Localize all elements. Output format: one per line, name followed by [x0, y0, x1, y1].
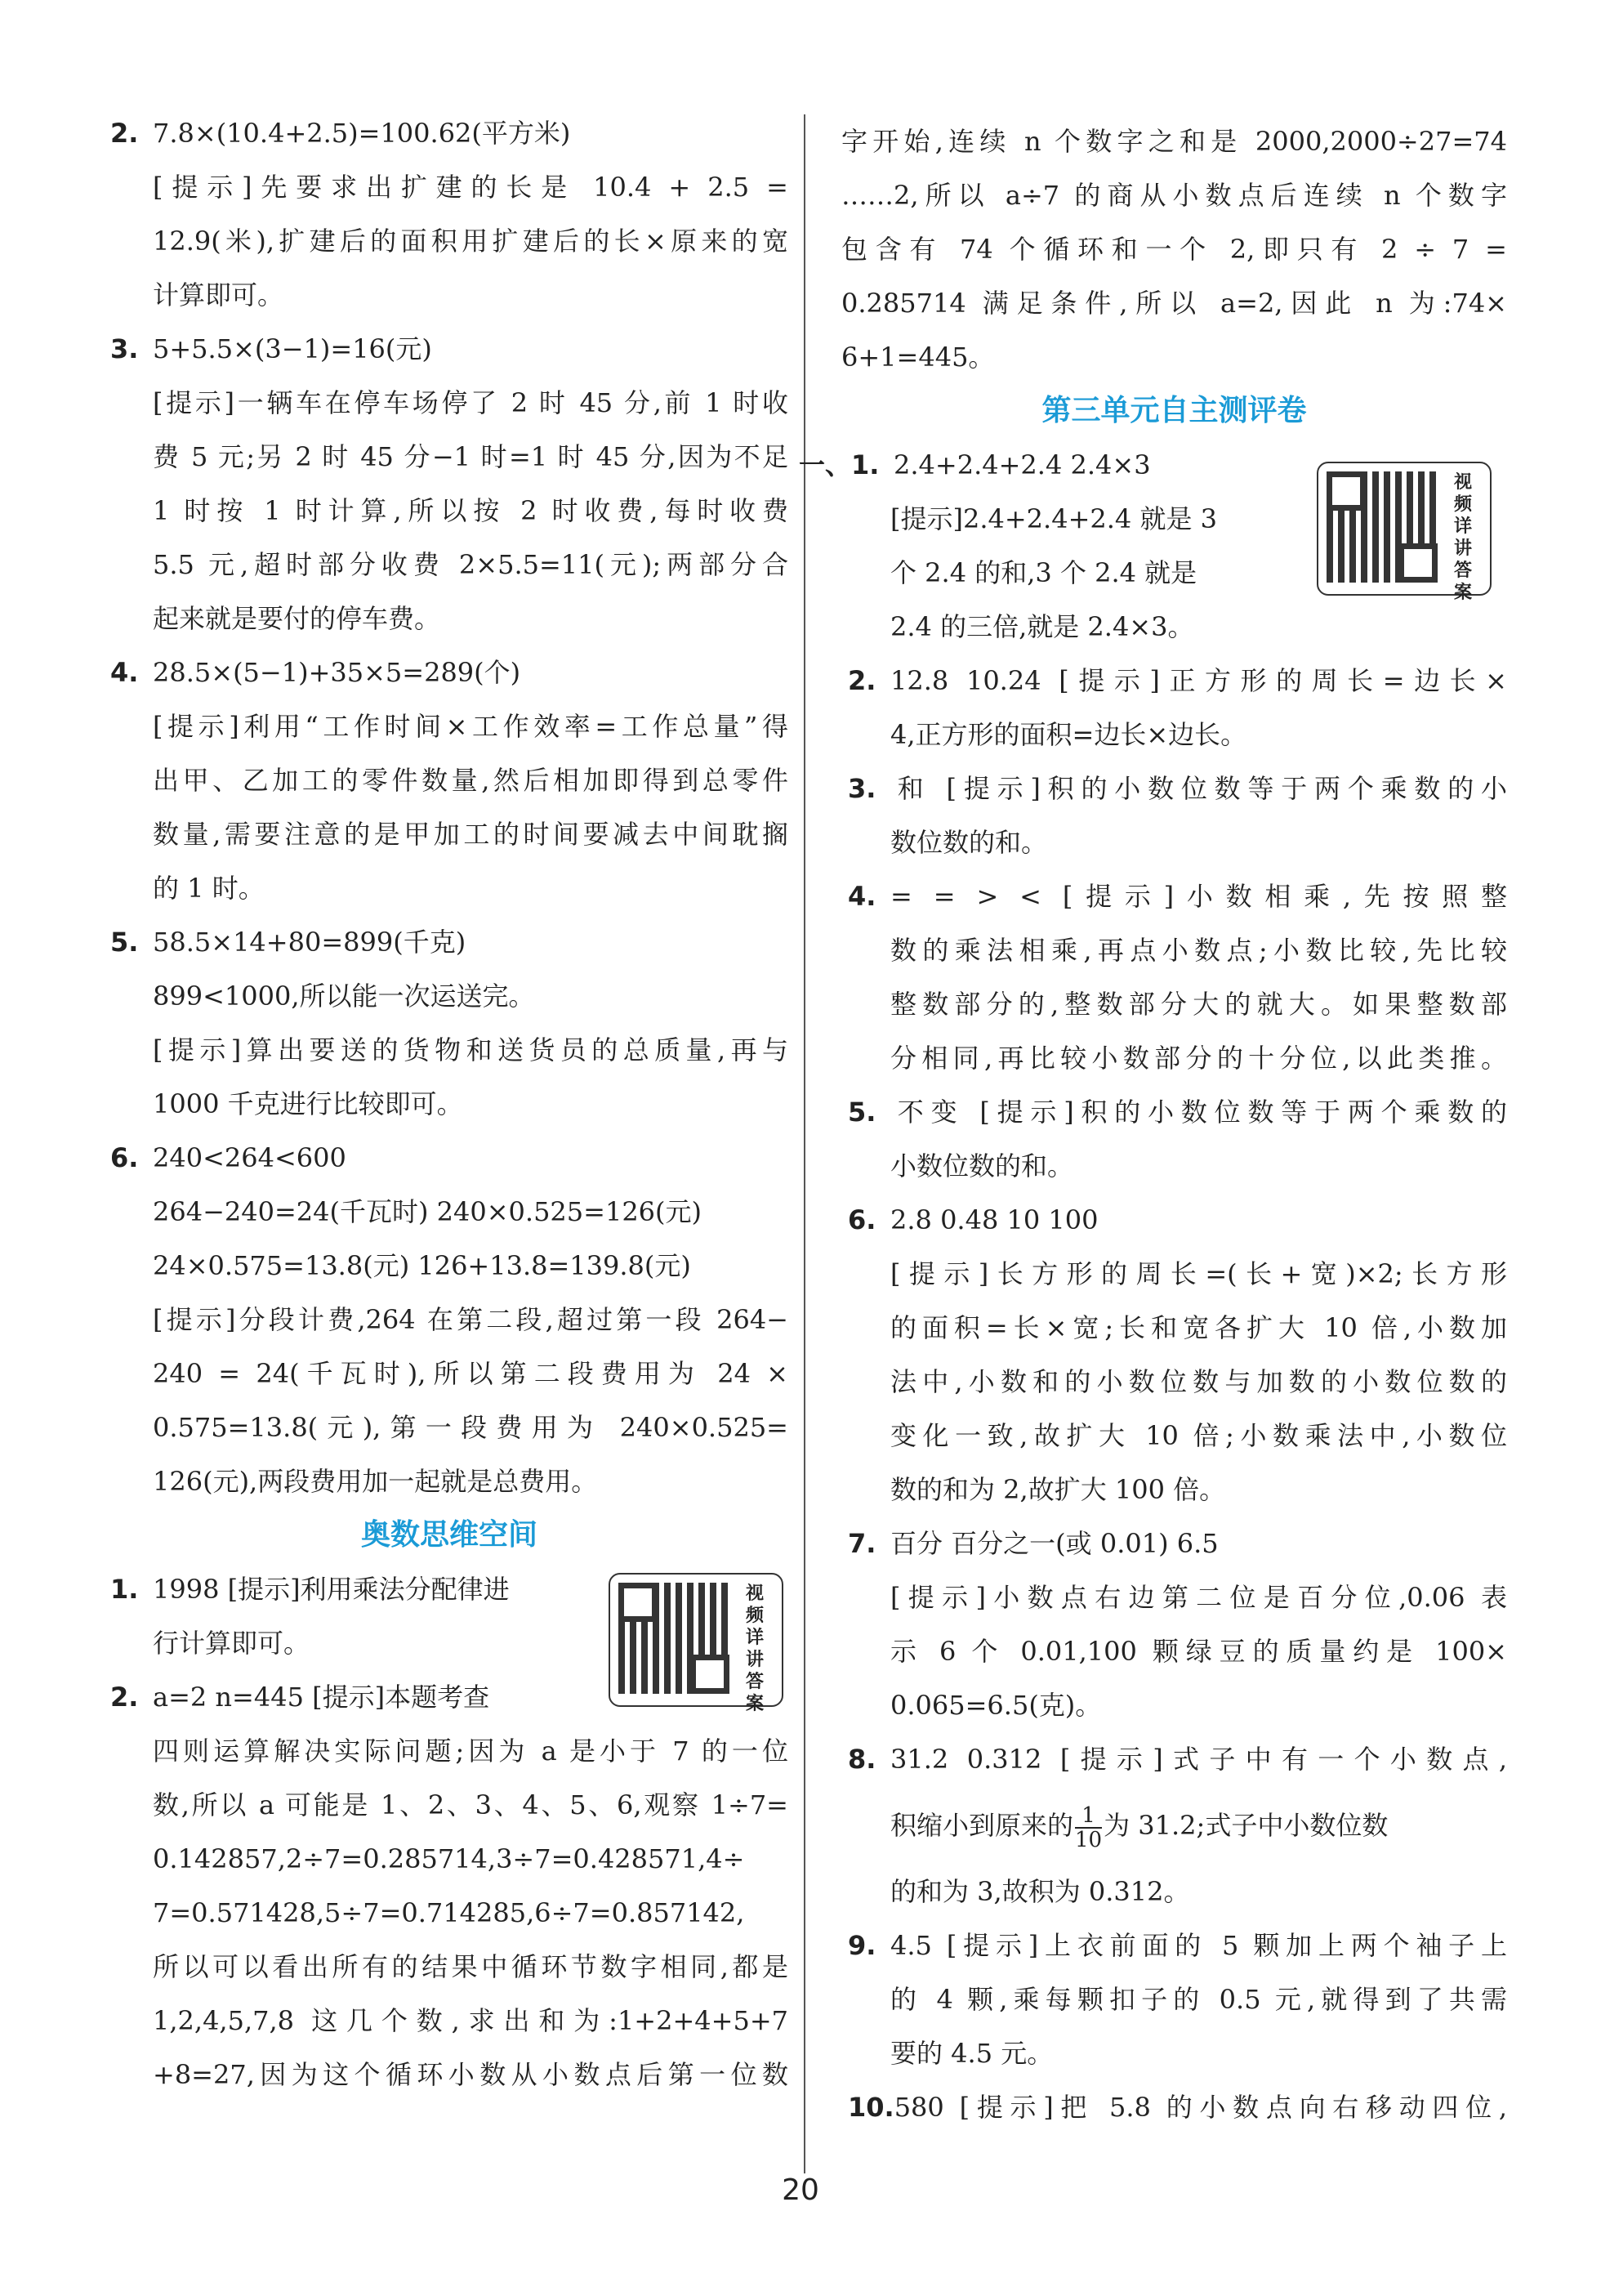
question-number: 5.: [110, 927, 139, 958]
answer-line: [841, 276, 1507, 330]
answer-text: 264−240=24(千瓦时) 240×0.525=126(元): [153, 1196, 702, 1227]
answer-line: [110, 861, 788, 915]
answer-line: [110, 484, 788, 538]
answer-text: 899<1000,所以能一次运送完。: [153, 980, 535, 1012]
answer-line: [841, 1139, 1507, 1193]
answer-line: [841, 1085, 1507, 1139]
answer-text: 的面积=长×宽;长和宽各扩大 10 倍,小数加: [890, 1312, 1507, 1343]
answer-text: 7=0.571428,5÷7=0.714285,6÷7=0.857142,: [153, 1897, 745, 1928]
section-heading: 第三单元自主测评卷: [1041, 394, 1307, 427]
answer-line: [841, 1301, 1507, 1355]
answer-text: 7.8×(10.4+2.5)=100.62(平方米): [153, 118, 571, 149]
answer-line: [110, 268, 788, 322]
answer-text: 0.575=13.8(元),第一段费用为 240×0.525=: [153, 1412, 788, 1443]
answer-line: [841, 1517, 1507, 1570]
answer-text: 28.5×(5−1)+35×5=289(个): [153, 657, 521, 688]
section-number: 一、: [799, 449, 852, 480]
answer-line: [110, 1239, 788, 1293]
answer-line: [110, 1293, 788, 1347]
question-number: 6.: [110, 1142, 139, 1173]
answer-text: [提示]先要求出扩建的长是 10.4 + 2.5 =: [153, 172, 788, 203]
answer-line: [841, 1409, 1507, 1463]
answer-line: [841, 546, 1348, 600]
answer-line: [110, 592, 788, 645]
answer-line: [110, 538, 788, 592]
answer-line: [841, 1463, 1507, 1517]
answer-line: [841, 1355, 1507, 1409]
answer-text: 数位数的和。: [890, 827, 1048, 858]
answer-text: +8=27,因为这个循环小数从小数点后第一位数: [153, 2059, 788, 2090]
answer-line: [841, 1031, 1507, 1085]
answer-line: [841, 114, 1507, 168]
question-number: 5.: [848, 1097, 876, 1128]
answer-line: [110, 376, 788, 430]
question-number: 6.: [848, 1204, 876, 1235]
answer-text: 的和为 3,故积为 0.312。: [890, 1876, 1190, 1907]
answer-line: [110, 1185, 788, 1239]
answer-line: [110, 645, 788, 699]
answer-text: 为 31.2;式子中小数位数: [1104, 1810, 1389, 1841]
question-number: 2.: [110, 1682, 139, 1713]
answer-line: [841, 330, 1507, 384]
answer-text: 2.4 的三倍,就是 2.4×3。: [890, 611, 1194, 642]
page-number: 20: [782, 2173, 819, 2207]
answer-line: [110, 915, 788, 969]
question-number: 2.: [848, 665, 876, 696]
answer-text: 240 = 24(千瓦时),所以第二段费用为 24 ×: [153, 1358, 788, 1389]
answer-line: [110, 1724, 788, 1778]
answer-text: 百分 百分之一(或 0.01) 6.5: [890, 1528, 1219, 1559]
answer-text: 要的 4.5 元。: [890, 2038, 1054, 2069]
answer-line: [110, 969, 788, 1023]
answer-text: 变化一致,故扩大 10 倍;小数乘法中,小数位: [890, 1420, 1507, 1451]
answer-text: 2.4+2.4+2.4 2.4×3: [894, 449, 1151, 480]
answer-text: 字开始,连续 n 个数字之和是 2000,2000÷27=74: [841, 126, 1507, 157]
answer-text: 个 2.4 的和,3 个 2.4 就是: [890, 557, 1197, 588]
answer-line: [841, 1193, 1507, 1247]
answer-line: [841, 977, 1507, 1031]
left-column: [110, 106, 788, 2102]
answer-line: [110, 1562, 600, 1616]
answer-line: [841, 492, 1348, 546]
answer-line: [110, 807, 788, 861]
answer-text: 12.8 10.24 [提示]正方形的周长=边长×: [890, 665, 1507, 696]
answer-line: [110, 430, 788, 484]
answer-text: [提示]利用“工作时间×工作效率=工作总量”得: [153, 711, 788, 742]
answer-line: [841, 923, 1507, 977]
answer-line: [841, 1732, 1507, 1786]
answer-text: 不变 [提示]积的小数位数等于两个乘数的: [890, 1097, 1507, 1128]
answer-text: 积缩小到原来的: [890, 1810, 1074, 1841]
answer-line: [110, 1994, 788, 2048]
answer-text: ……2,所以 a÷7 的商从小数点后连续 n 个数字: [841, 180, 1507, 211]
answer-line: [110, 1616, 463, 1670]
answer-text: 4,正方形的面积=边长×边长。: [890, 719, 1247, 750]
answer-text: 法中,小数和的小数位数与加数的小数位数的: [890, 1366, 1507, 1397]
answer-line: [841, 1678, 1507, 1732]
answer-line: [841, 1972, 1507, 2026]
answer-text: 240<264<600: [153, 1142, 346, 1173]
answer-text: 分相同,再比较小数部分的十分位,以此类推。: [890, 1043, 1507, 1074]
answer-line: [841, 762, 1507, 815]
answer-line: [110, 1832, 788, 1886]
answer-line: [110, 1886, 788, 1940]
answer-text: [提示]算出要送的货物和送货员的总质量,再与: [153, 1034, 788, 1065]
answer-line: [841, 2026, 1507, 2080]
answer-text: 5+5.5×(3−1)=16(元): [153, 333, 432, 364]
qr-label: 视频详讲答案: [746, 1584, 765, 1714]
answer-text: 580 [提示]把 5.8 的小数点向右移动四位,: [894, 2092, 1507, 2123]
question-number: 10.: [848, 2092, 894, 2123]
question-number: 1.: [851, 449, 880, 480]
answer-line: [110, 214, 788, 268]
answer-text: [提示]一辆车在停车场停了 2 时 45 分,前 1 时收: [153, 387, 788, 418]
answer-text: 起来就是要付的停车费。: [153, 603, 441, 634]
answer-line: [841, 1624, 1507, 1678]
answer-text: 四则运算解决实际问题;因为 a 是小于 7 的一位: [153, 1735, 788, 1767]
question-number: 7.: [848, 1528, 876, 1559]
answer-line: [110, 1940, 788, 1994]
question-number: 9.: [848, 1930, 876, 1961]
answer-text: [提示]分段计费,264 在第二段,超过第一段 264−: [153, 1304, 788, 1335]
answer-line: [841, 1865, 1507, 1919]
answer-text: 126(元),两段费用加一起就是总费用。: [153, 1466, 598, 1497]
answer-text: 6+1=445。: [841, 342, 995, 373]
qr-label: 视频详讲答案: [1454, 472, 1473, 603]
answer-text: 的 1 时。: [153, 873, 265, 904]
answer-line: [110, 1454, 788, 1508]
qr-code-icon: [618, 1583, 729, 1694]
answer-line: [841, 654, 1507, 708]
answer-line: [110, 1670, 600, 1724]
answer-text: 数的和为 2,故扩大 100 倍。: [890, 1474, 1226, 1505]
answer-text: 出甲、乙加工的零件数量,然后相加即得到总零件: [153, 765, 788, 796]
answer-line: [110, 1778, 788, 1832]
answer-line: [841, 815, 1507, 869]
answer-line: [110, 1077, 788, 1131]
answer-text: 1998 [提示]利用乘法分配律进: [153, 1574, 510, 1605]
answer-text: 数的乘法相乘,再点小数点;小数比较,先比较: [890, 935, 1507, 966]
answer-text: 示 6 个 0.01,100 颗绿豆的质量约是 100×: [890, 1636, 1507, 1667]
answer-text: 0.285714 满足条件,所以 a=2,因此 n 为:74×: [841, 288, 1507, 319]
answer-line: [841, 2080, 1507, 2134]
answer-line: [110, 106, 788, 160]
answer-line: [110, 160, 788, 214]
answer-text: 1 时按 1 时计算,所以按 2 时收费,每时收费: [153, 495, 788, 526]
answer-line: [841, 708, 1507, 762]
answer-text: 24×0.575=13.8(元) 126+13.8=139.8(元): [153, 1250, 691, 1281]
answer-line: [841, 1570, 1507, 1624]
answer-line: [110, 1400, 788, 1454]
section-heading: 奥数思维空间: [360, 1518, 537, 1552]
answer-text: 的 4 颗,乘每颗扣子的 0.5 元,就得到了共需: [890, 1984, 1507, 2015]
question-number: 2.: [110, 118, 139, 149]
answer-text: 4.5 [提示]上衣前面的 5 颗加上两个袖子上: [890, 1930, 1507, 1961]
question-number: 8.: [848, 1744, 876, 1775]
fraction: $\frac{1}{10}$: [1075, 1802, 1103, 1852]
answer-text: 0.142857,2÷7=0.285714,3÷7=0.428571,4÷: [153, 1843, 745, 1874]
question-number: 3.: [110, 333, 139, 364]
answer-text: 5.5 元,超时部分收费 2×5.5=11(元);两部分合: [153, 549, 788, 580]
answer-text: 1000 千克进行比较即可。: [153, 1088, 463, 1119]
question-number: 4.: [848, 881, 876, 912]
answer-text: 费 5 元;另 2 时 45 分−1 时=1 时 45 分,因为不足: [153, 441, 788, 472]
answer-text: 31.2 0.312 [提示]式子中有一个小数点,: [890, 1744, 1507, 1775]
qr-code-icon: [1327, 471, 1438, 583]
answer-line: [110, 699, 788, 753]
question-number: 3.: [848, 773, 876, 804]
answer-text: 0.065=6.5(克)。: [890, 1690, 1102, 1721]
answer-text: [提示]长方形的周长=(长+宽)×2;长方形: [890, 1258, 1507, 1289]
answer-text: 整数部分的,整数部分大的就大。如果整数部: [890, 989, 1507, 1020]
column-divider: [804, 114, 805, 2173]
answer-line: [110, 1347, 788, 1400]
answer-text: 小数位数的和。: [890, 1150, 1074, 1182]
answer-line: [841, 1786, 1507, 1865]
answer-text: a=2 n=445 [提示]本题考查: [153, 1682, 490, 1713]
answer-line: [110, 1131, 788, 1185]
answer-text: [提示]2.4+2.4+2.4 就是 3: [890, 503, 1217, 534]
answer-line: [110, 753, 788, 807]
question-number: 1.: [110, 1574, 139, 1605]
answer-line: [841, 222, 1507, 276]
question-number: 4.: [110, 657, 139, 688]
answer-line: [841, 869, 1507, 923]
qr-code-olympiad[interactable]: [609, 1573, 783, 1714]
answer-text: [提示]小数点右边第二位是百分位,0.06 表: [890, 1582, 1507, 1613]
answer-line: [110, 1023, 788, 1077]
answer-text: 行计算即可。: [153, 1628, 310, 1659]
answer-line: [110, 322, 788, 376]
answer-text: 58.5×14+80=899(千克): [153, 927, 466, 958]
answer-text: 和 [提示]积的小数位数等于两个乘数的小: [890, 773, 1507, 804]
answer-text: 2.8 0.48 10 100: [890, 1204, 1099, 1235]
qr-code-unit3[interactable]: [1317, 462, 1492, 603]
answer-text: 1,2,4,5,7,8 这几个数,求出和为:1+2+4+5+7: [153, 2005, 788, 2036]
answer-text: 计算即可。: [153, 279, 284, 310]
answer-text: 12.9(米),扩建后的面积用扩建后的长×原来的宽: [153, 226, 788, 257]
answer-text: 所以可以看出所有的结果中循环节数字相同,都是: [153, 1951, 788, 1982]
answer-line: [841, 1919, 1507, 1972]
answer-line: [841, 168, 1507, 222]
right-column: [799, 114, 1507, 2134]
answer-line: [841, 600, 1348, 654]
answer-text: 数量,需要注意的是甲加工的时间要减去中间耽搁: [153, 819, 788, 850]
answer-text: 包含有 74 个循环和一个 2,即只有 2 ÷ 7 =: [841, 234, 1507, 265]
answer-line: [841, 1247, 1507, 1301]
answer-line: [110, 2048, 788, 2102]
answer-text: 数,所以 a 可能是 1、2、3、4、5、6,观察 1÷7=: [153, 1789, 788, 1820]
answer-text: = = > < [提示]小数相乘,先按照整: [890, 881, 1507, 912]
